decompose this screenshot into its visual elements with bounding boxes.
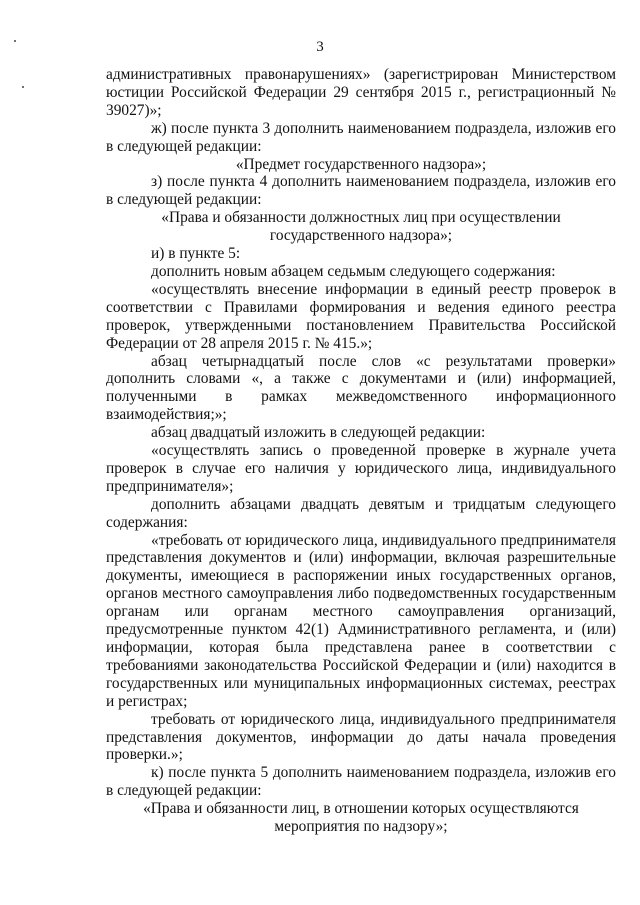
page-number: 3: [316, 39, 324, 55]
paragraph-item-zh: ж) после пункта 3 дополнить наименованием подраздела, изложив его в следующей редакции:: [106, 119, 616, 155]
paragraph-twentieth: абзац двадцатый изложить в следующей редакции:: [151, 424, 486, 442]
paragraph-journal-quote: «осуществлять запись о проведенной проверке в журнале учета проверок в случае его наличия у юридического лица, индивидуального предпринимателя»;: [106, 442, 616, 495]
document-body: [106, 66, 616, 836]
paragraph-fourteenth: абзац четырнадцатый после слов «с результатами проверки» дополнить словами «, а также с документами и (или) информацией, полученными в рамках межведомственного информационного взаимодействия;»;: [106, 352, 616, 424]
paragraph-item-z: з) после пункта 4 дополнить наименованием подраздела, изложив его в следующей редакции:: [106, 173, 616, 209]
paragraph-require-documents: «требовать от юридического лица, индивидуального предпринимателя представления документов и (или) информации, включая разрешительные документы, имеющиеся в распоряжении иных государственных органов, органов местного самоуправления либо подведомственных государственным органам или органам местного самоуправления организаций, предусмотренные пунктом 42(1) Административного регламента, и (или) информации, которая была представлена ранее в соответствии с требованиями законодательства Российской Федерации и (или) находится в государственных или муниципальных информационных системах, реестрах и регистрах;: [106, 531, 616, 710]
paragraph-item-i: и) в пункте 5:: [151, 245, 241, 263]
paragraph-add-29-30: дополнить абзацами двадцать девятым и тридцатым следующего содержания:: [106, 495, 616, 531]
subsection-heading-officials-rights: «Права и обязанности должностных лиц при осуществлении государственного надзора»;: [161, 209, 561, 245]
subsection-heading-persons-rights: «Права и обязанности лиц, в отношении которых осуществляются мероприятия по надзору»;: [143, 800, 579, 836]
paragraph-continuation: административных правонарушениях» (зарегистрирован Министерством юстиции Российской Федерации 29 сентября 2015 г., регистрационный № 39027)»;: [106, 66, 616, 119]
scan-speck: [22, 86, 24, 88]
paragraph-item-k: к) после пункта 5 дополнить наименованием подраздела, изложив его в следующей редакции:: [106, 764, 616, 800]
subsection-heading-subject: «Предмет государственного надзора»;: [235, 155, 487, 173]
paragraph-add-seventh: дополнить новым абзацем седьмым следующего содержания:: [151, 262, 556, 280]
paragraph-registry-quote: «осуществлять внесение информации в единый реестр проверок в соответствии с Правилами формирования и ведения единого реестра проверок, утвержденными постановлением Правительства Российской Федерации от 28 апреля 2015 г. № 415.»;: [106, 280, 616, 352]
paragraph-require-before-check: требовать от юридического лица, индивидуального предпринимателя представления документов, информации до даты начала проведения проверки.»;: [106, 710, 616, 764]
